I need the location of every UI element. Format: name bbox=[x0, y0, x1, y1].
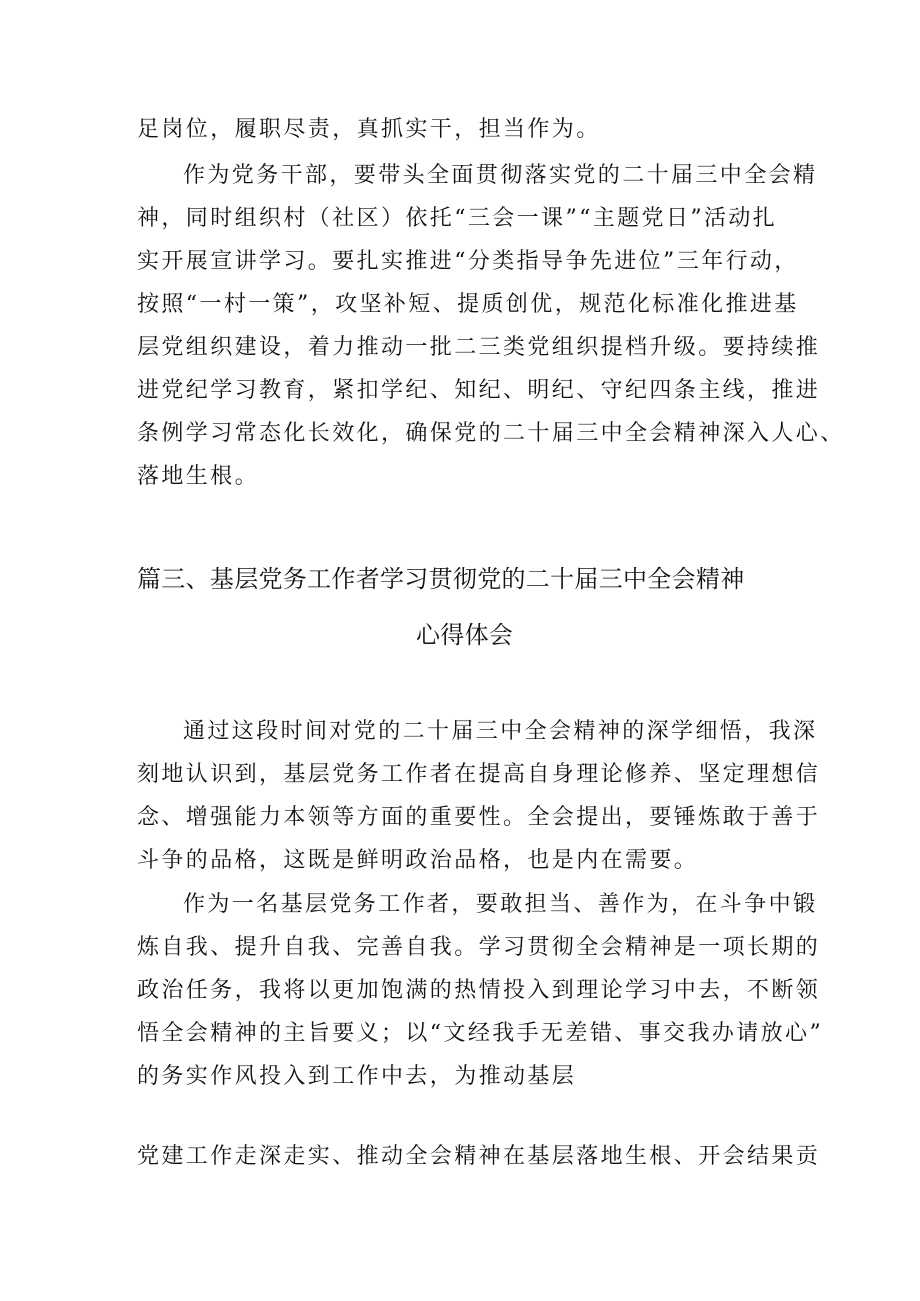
paragraph-line: 层党组织建设，着力推动一批二三类党组织提档升级。要持续推 bbox=[137, 335, 821, 360]
paragraph-line: 的务实作风投入到工作中去，为推动基层 bbox=[137, 1064, 577, 1089]
paragraph-line: 斗争的品格，这既是鲜明政治品格，也是内在需要。 bbox=[137, 848, 699, 873]
paragraph-line: 刻地认识到，基层党务工作者在提高自身理论修养、坚定理想信 bbox=[137, 762, 821, 787]
paragraph-line: 党建工作走深走实、推动全会精神在基层落地生根、开会结果贡 bbox=[137, 1144, 821, 1169]
paragraph-line: 足岗位，履职尽责，真抓实干，担当作为。 bbox=[137, 117, 601, 142]
paragraph-line: 政治任务，我将以更加饱满的热情投入到理论学习中去，不断领 bbox=[137, 978, 821, 1003]
paragraph-line: 作为党务干部，要带头全面贯彻落实党的二十届三中全会精 bbox=[183, 163, 818, 188]
paragraph-line: 炼自我、提升自我、完善自我。学习贯彻全会精神是一项长期的 bbox=[137, 935, 821, 960]
paragraph-line: 条例学习常态化长效化，确保党的二十届三中全会精神深入人心、 bbox=[137, 421, 845, 446]
paragraph-line: 落地生根。 bbox=[137, 464, 260, 489]
paragraph-line: 进党纪学习教育，紧扣学纪、知纪、明纪、守纪四条主线，推进 bbox=[137, 378, 821, 403]
paragraph-line: 念、增强能力本领等方面的重要性。全会提出，要锤炼敢于善于 bbox=[137, 805, 821, 830]
paragraph-line: 悟全会精神的主旨要义；以“文经我手无差错、事交我办请放心” bbox=[137, 1021, 824, 1046]
paragraph-line: 实开展宣讲学习。要扎实推进“分类指导争先进位”三年行动， bbox=[137, 249, 799, 274]
paragraph-line: 作为一名基层党务工作者，要敢担当、善作为，在斗争中锻 bbox=[183, 892, 818, 917]
paragraph-line: 通过这段时间对党的二十届三中全会精神的深学细悟，我深 bbox=[183, 719, 818, 744]
paragraph-line: 按照“一村一策”，攻坚补短、提质创优，规范化标准化推进基 bbox=[137, 292, 799, 317]
section-title-line-1: 篇三、基层党务工作者学习贯彻党的二十届三中全会精神 bbox=[137, 565, 745, 593]
section-title-line-2: 心得体会 bbox=[416, 621, 514, 649]
paragraph-line: 神，同时组织村（社区）依托“三会一课”“主题党日”活动扎 bbox=[137, 206, 778, 231]
